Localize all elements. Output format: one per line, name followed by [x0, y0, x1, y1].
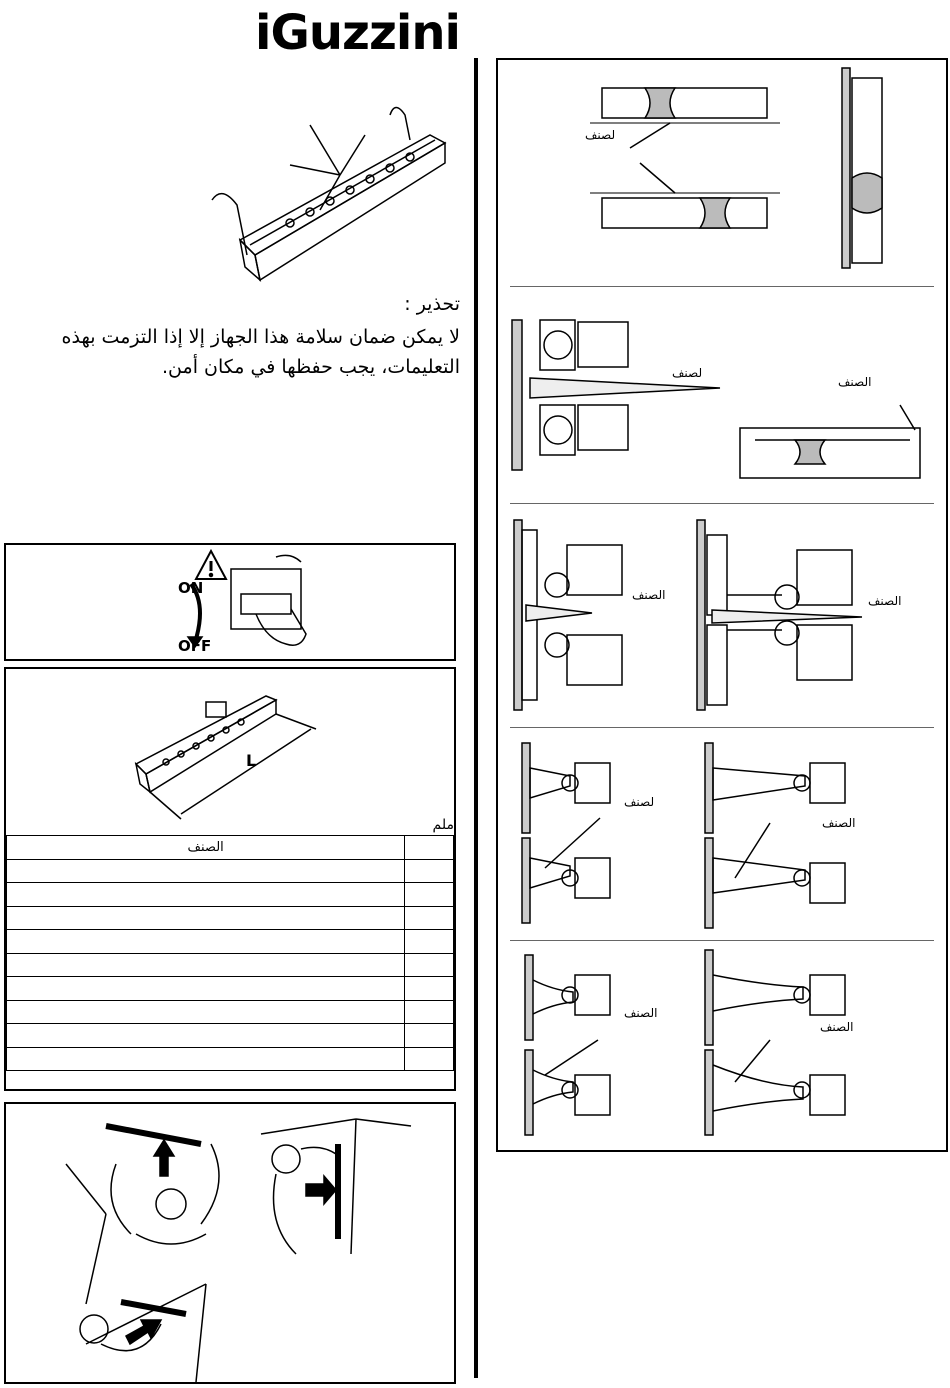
table-cell	[405, 1024, 454, 1048]
table-cell	[7, 906, 405, 930]
mounting-separator	[510, 940, 934, 941]
power-off-panel	[4, 543, 456, 661]
mounting-separator	[510, 503, 934, 504]
wall-arm-mounting-drawing	[512, 515, 932, 715]
table-row	[7, 883, 454, 907]
bracket-type-label-b: الصنف	[822, 816, 856, 830]
length-label: L	[246, 751, 257, 770]
table-row	[7, 1024, 454, 1048]
catalog-table	[6, 835, 454, 1071]
table-cell	[7, 977, 405, 1001]
table-row	[7, 1000, 454, 1024]
table-row	[7, 1047, 454, 1071]
unit-label: ملم	[432, 817, 454, 833]
table-cell	[7, 1024, 405, 1048]
recess-type-label: الصنف	[838, 375, 872, 389]
table-row	[7, 953, 454, 977]
table-cell	[405, 1000, 454, 1024]
column-divider	[474, 58, 478, 1378]
dimension-panel	[4, 667, 456, 1091]
table-cell	[7, 1047, 405, 1071]
brand-logo	[220, 4, 460, 62]
pole-type-label-a: الصنف	[624, 1006, 658, 1020]
mounting-separator	[510, 286, 934, 287]
table-cell	[7, 859, 405, 883]
table-cell	[7, 953, 405, 977]
table-cell	[405, 930, 454, 954]
product-illustration	[190, 95, 460, 285]
bracket-type-label-a: لصنف	[624, 795, 655, 809]
switch-on-label: ON	[178, 579, 204, 597]
bracket-mounting-drawing	[520, 738, 920, 933]
warning-title: تحذير :	[404, 293, 460, 315]
ceiling-floor-mounting-drawing	[580, 68, 920, 278]
table-cell	[405, 859, 454, 883]
wall-type-label-c: الصنف	[868, 594, 902, 608]
table-cell	[405, 906, 454, 930]
table-cell	[405, 1047, 454, 1071]
table-cell	[7, 883, 405, 907]
warning-line-1: لا يمكن ضمان سلامة هذا الجهاز إلا إذا التزمت بهذه	[61, 326, 460, 348]
catalog-header-row	[7, 836, 454, 860]
table-row	[7, 977, 454, 1001]
warning-body	[4, 322, 460, 382]
table-cell	[405, 953, 454, 977]
ceiling-type-label: لصنف	[585, 128, 616, 142]
wall-type-label-b: الصنف	[632, 588, 666, 602]
pole-type-label-b: الصنف	[820, 1020, 854, 1034]
table-cell	[7, 1000, 405, 1024]
wall-type-label-a: لصنف	[672, 366, 703, 380]
luminaire-dimension-drawing	[126, 684, 326, 824]
table-row	[7, 930, 454, 954]
table-row	[7, 859, 454, 883]
table-cell	[405, 977, 454, 1001]
installation-panel	[4, 1102, 456, 1384]
warning-line-2: التعليمات، يجب حفظها في مكان أمن.	[162, 356, 460, 378]
table-cell	[405, 883, 454, 907]
catalog-header: الصنف	[7, 836, 405, 860]
mounting-separator	[510, 727, 934, 728]
pole-mounting-drawing	[520, 950, 920, 1140]
installation-illustration	[6, 1104, 454, 1382]
brand-name: iGuzzini	[255, 5, 460, 61]
switch-off-label: OFF	[178, 637, 212, 655]
wall-recess-mounting-drawing	[510, 300, 930, 495]
table-cell	[7, 930, 405, 954]
table-row	[7, 906, 454, 930]
catalog-header-cell	[405, 836, 454, 860]
